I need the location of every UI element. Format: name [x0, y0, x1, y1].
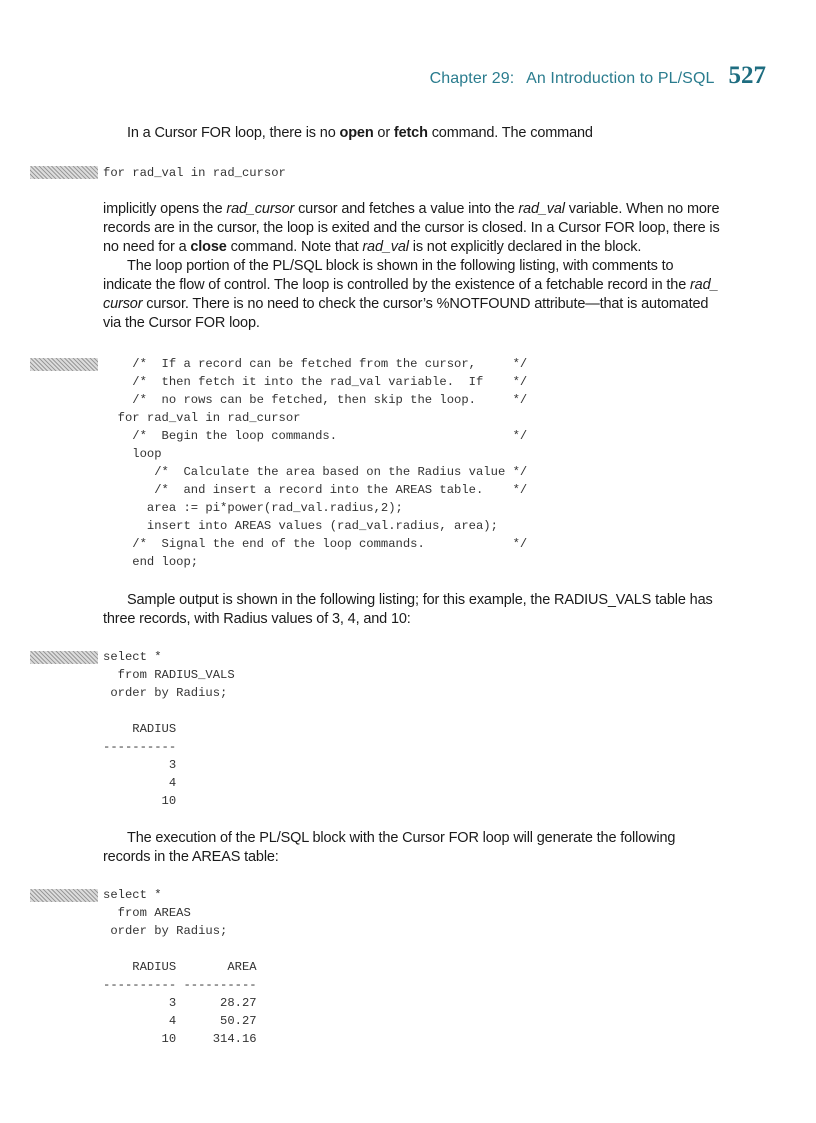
code-line: 3 28.27	[103, 996, 257, 1010]
code-line: select *	[103, 650, 162, 664]
code-line: /* Calculate the area based on the Radius value */	[103, 465, 528, 479]
code-block-for-statement	[103, 164, 286, 182]
text: cursor. There is no need to check the cursor’s %NOTFOUND attribute—that is automated via the Cursor FOR loop.	[103, 296, 709, 331]
text: implicitly opens the	[103, 201, 227, 217]
paragraph-execution	[103, 829, 723, 867]
text: In a Cursor FOR loop, there is no	[127, 125, 340, 141]
code-line: /* If a record can be fetched from the cursor, */	[103, 357, 528, 371]
code-term: rad_ cursor	[103, 277, 719, 312]
code-line: 4 50.27	[103, 1014, 257, 1028]
running-header	[430, 62, 766, 90]
paragraph-sample-output	[103, 591, 723, 629]
code-line: /* Begin the loop commands. */	[103, 429, 528, 443]
keyword-close: close	[190, 239, 227, 255]
code-marker-icon	[30, 358, 98, 371]
code-line: 10 314.16	[103, 1032, 257, 1046]
code-marker-icon	[30, 166, 98, 179]
code-line: from AREAS	[103, 906, 191, 920]
code-line: /* and insert a record into the AREAS table. */	[103, 483, 528, 497]
code-line: RADIUS	[103, 722, 177, 736]
text: command. Note that	[226, 239, 363, 255]
code-line: /* then fetch it into the rad_val variable. If */	[103, 375, 528, 389]
code-block-loop	[103, 355, 527, 571]
text: command. The command	[427, 125, 593, 141]
code-line	[103, 940, 257, 958]
code-line: from RADIUS_VALS	[103, 668, 235, 682]
paragraph-implicit-open	[103, 200, 723, 333]
keyword-open: open	[339, 125, 374, 141]
code-line: ---------- ----------	[103, 978, 257, 992]
code-block-radius-vals-query	[103, 648, 235, 810]
text: The execution of the PL/SQL block with the Cursor FOR loop will generate the following records in the AREAS table:	[103, 830, 676, 865]
code-line: 3	[103, 758, 177, 772]
code-marker-icon	[30, 651, 98, 664]
text: is not explicitly declared in the block.	[408, 239, 642, 255]
keyword-fetch: fetch	[393, 125, 428, 141]
code-line: 10	[103, 794, 177, 808]
code-line: ----------	[103, 740, 177, 754]
code-line: end loop;	[103, 555, 199, 569]
code-line: for rad_val in rad_cursor	[103, 166, 286, 180]
code-line: area := pi*power(rad_val.radius,2);	[103, 501, 403, 515]
code-term: rad_cursor	[226, 201, 295, 217]
code-line: select *	[103, 888, 162, 902]
text: cursor and fetches a value into the	[294, 201, 519, 217]
code-line: loop	[103, 447, 162, 461]
text: or	[373, 125, 394, 141]
code-line: /* no rows can be fetched, then skip the loop. */	[103, 393, 528, 407]
code-term: rad_val	[518, 201, 565, 217]
text: The loop portion of the PL/SQL block is shown in the following listing, with comments to indicate the flow of control. The loop is controlled by the existence of a fetchable record in the	[103, 258, 690, 293]
code-marker-icon	[30, 889, 98, 902]
page-number: 527	[728, 62, 766, 89]
code-line: order by Radius;	[103, 686, 228, 700]
chapter-title: Chapter 29: An Introduction to PL/SQL	[429, 70, 715, 87]
text: variable. When no more records are in the cursor, the loop is exited and the cursor is closed. In a Cursor FOR loop, there is no need for a	[103, 201, 720, 255]
text: Sample output is shown in the following listing; for this example, the RADIUS_VALS table has three records, with Radius values of 3, 4, and 10:	[103, 592, 713, 627]
code-line	[103, 702, 235, 720]
code-line: for rad_val in rad_cursor	[103, 411, 301, 425]
code-line: insert into AREAS values (rad_val.radius, area);	[103, 519, 498, 533]
code-line: order by Radius;	[103, 924, 228, 938]
code-line: /* Signal the end of the loop commands. */	[103, 537, 528, 551]
paragraph-cursor-for-intro	[103, 124, 723, 143]
code-term: rad_val	[362, 239, 409, 255]
code-block-areas-query	[103, 886, 257, 1048]
code-line: 4	[103, 776, 177, 790]
code-line: RADIUS AREA	[103, 960, 257, 974]
